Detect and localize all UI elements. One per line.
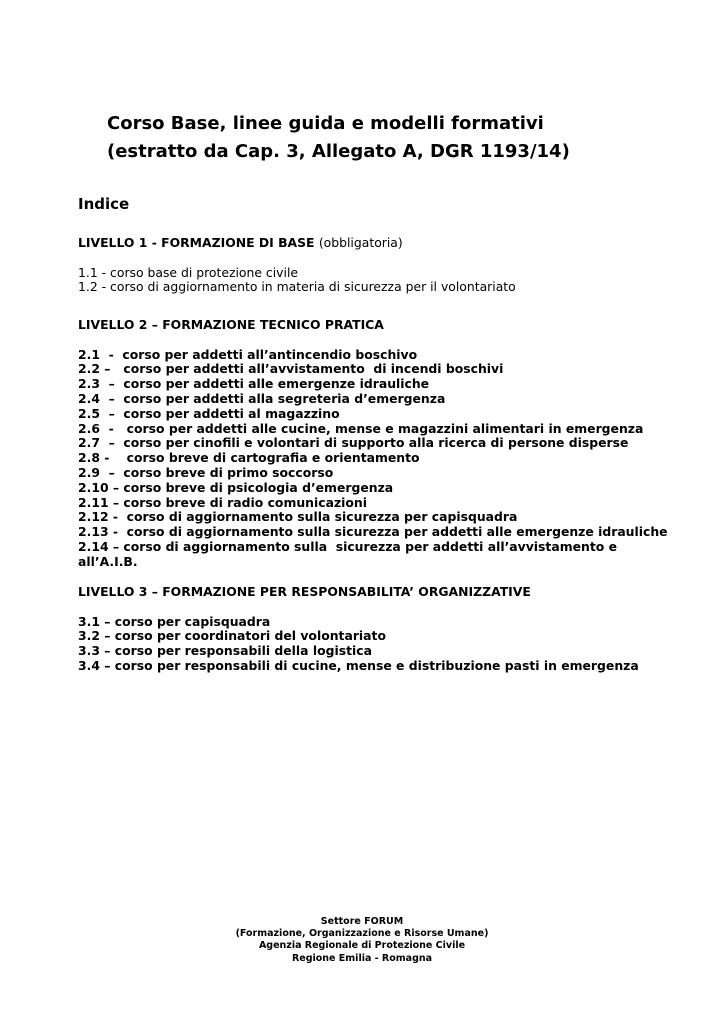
list-item: 2.3 – corso per addetti alle emergenze idrauliche — [78, 376, 430, 392]
level-3-list — [78, 615, 678, 674]
list-item: 3.2 – corso per coordinatori del volontariato — [78, 628, 386, 644]
level-2-heading: LIVELLO 2 – FORMAZIONE TECNICO PRATICA — [78, 317, 384, 332]
level-1-list — [78, 266, 678, 296]
document-footer — [0, 916, 724, 965]
index-heading: Indice — [78, 195, 130, 213]
level-2-section — [78, 318, 678, 570]
footer-line-4: Regione Emilia - Romagna — [291, 952, 433, 964]
list-item: 2.10 – corso breve di psicologia d’emergenza — [78, 479, 394, 495]
list-item: 2.8 - corso breve di cartografia e orientamento — [78, 450, 420, 466]
list-item: 2.7 – corso per cinofili e volontari di supporto alla ricerca di persone disperse — [78, 435, 629, 451]
footer-line-1: Settore FORUM — [320, 916, 404, 927]
list-item: 2.12 - corso di aggiornamento sulla sicurezza per capisquadra — [78, 509, 518, 525]
level-2-list — [78, 348, 678, 570]
title-line-1: Corso Base, linee guida e modelli formativi — [107, 113, 544, 134]
level-1-heading-note: (obbligatoria) — [318, 235, 403, 250]
level-3-heading: LIVELLO 3 – FORMAZIONE PER RESPONSABILITA’ ORGANIZZATIVE — [78, 584, 531, 599]
level-1-heading-text: LIVELLO 1 - FORMAZIONE DI BASE — [78, 235, 315, 250]
list-item: 3.3 – corso per responsabili della logistica — [78, 643, 372, 659]
list-item: 2.5 – corso per addetti al magazzino — [78, 405, 340, 421]
list-item: 2.2 – corso per addetti all’avvistamento di incendi boschivi — [78, 361, 504, 377]
list-item: 2.6 - corso per addetti alle cucine, mense e magazzini alimentari in emergenza — [78, 420, 644, 436]
list-item: 3.4 – corso per responsabili di cucine, mense e distribuzione pasti in emergenza — [78, 657, 639, 673]
level-1-section — [78, 236, 678, 295]
list-item: 2.4 – corso per addetti alla segreteria d’emergenza — [78, 390, 446, 406]
list-item: 2.9 – corso breve di primo soccorso — [78, 464, 334, 480]
list-item: 3.1 – corso per capisquadra — [78, 613, 271, 629]
list-item: 2.11 – corso breve di radio comunicazioni — [78, 494, 367, 510]
level-3-section — [78, 585, 678, 674]
list-item: 2.1 - corso per addetti all’antincendio boschivo — [78, 346, 418, 362]
footer-line-3: Agenzia Regionale di Protezione Civile — [258, 940, 466, 952]
list-item: 2.13 - corso di aggiornamento sulla sicurezza per addetti alle emergenze idrauliche — [78, 524, 668, 540]
list-item: 1.2 - corso di aggiornamento in materia di sicurezza per il volontariato — [78, 279, 516, 295]
list-item: 1.1 - corso base di protezione civile — [78, 264, 299, 280]
title-line-2: (estratto da Cap. 3, Allegato A, DGR 1193/14) — [107, 141, 570, 162]
document-title — [107, 110, 570, 166]
list-item: 2.14 – corso di aggiornamento sulla sicurezza per addetti all’avvistamento e all’A.I.B. — [78, 538, 622, 569]
level-1-heading — [78, 236, 678, 251]
footer-line-2: (Formazione, Organizzazione e Risorse Umane) — [235, 928, 489, 940]
